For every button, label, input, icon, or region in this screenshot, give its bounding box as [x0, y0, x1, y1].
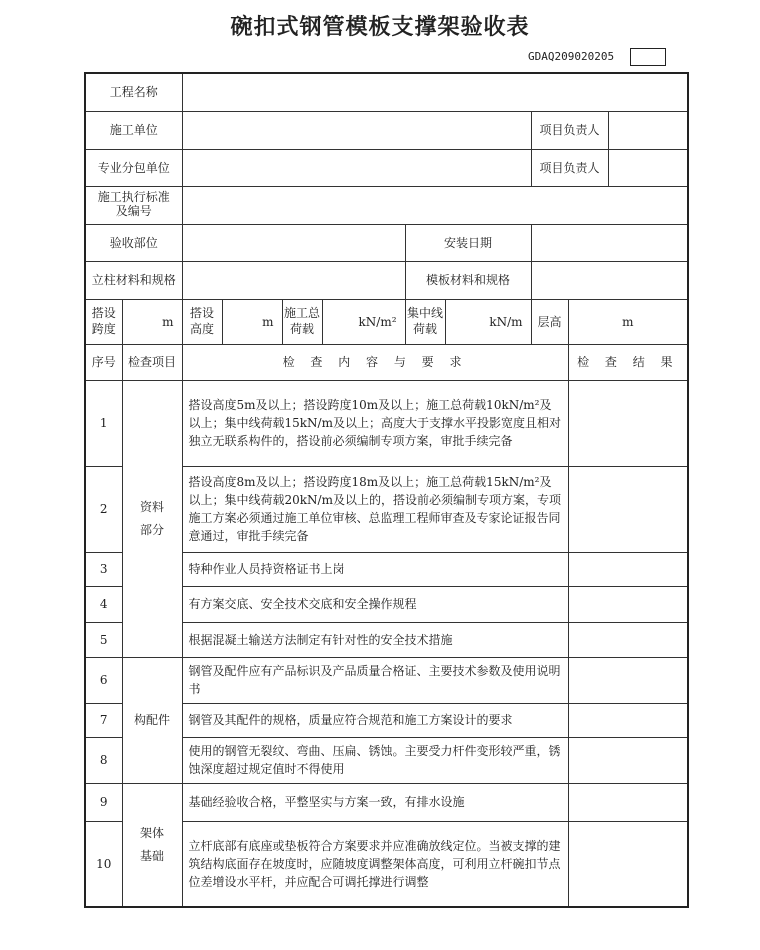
line-load-unit: kN/m	[489, 314, 523, 329]
row-requirement: 基础经验收合格，平整坚实与方案一致，有排水设施	[182, 783, 568, 821]
install-date-field[interactable]	[531, 224, 688, 261]
subcontractor-manager-field[interactable]	[608, 149, 688, 186]
header-row	[85, 344, 688, 380]
total-load-label-text: 施工总荷载	[284, 305, 321, 336]
line-load-label	[405, 299, 445, 344]
category-docs	[122, 380, 182, 657]
row-requirement: 根据混凝土输送方法制定有针对性的安全技术措施	[182, 622, 568, 657]
row-no: 1	[85, 380, 122, 466]
span-field[interactable]	[122, 299, 182, 344]
row-result-field[interactable]	[568, 703, 688, 737]
line-load-label-text: 集中线荷载	[407, 305, 444, 336]
span-unit: m	[162, 314, 174, 329]
row-requirement: 使用的钢管无裂纹、弯曲、压扁、锈蚀。主要受力杆件变形较严重，锈蚀深度超过规定值时不得使用	[182, 737, 568, 783]
page-title: 碗扣式钢管模板支撑架验收表	[230, 15, 530, 40]
check-row	[85, 380, 688, 466]
row-result-field[interactable]	[568, 783, 688, 821]
acceptance-part-row	[85, 224, 688, 261]
parameters-row	[85, 299, 688, 344]
check-row	[85, 657, 688, 703]
row-no: 4	[85, 586, 122, 622]
span-label	[85, 299, 122, 344]
row-result-field[interactable]	[568, 657, 688, 703]
height-label-text: 搭设高度	[190, 305, 215, 336]
height-field[interactable]	[222, 299, 282, 344]
standard-field[interactable]	[182, 186, 688, 224]
floor-height-field[interactable]	[568, 299, 688, 344]
standard-label-text: 施工执行标准及编号	[97, 190, 170, 218]
contractor-manager-field[interactable]	[608, 111, 688, 149]
row-result-field[interactable]	[568, 380, 688, 466]
contractor-label: 施工单位	[85, 111, 182, 149]
row-result-field[interactable]	[568, 552, 688, 586]
header-no: 序号	[85, 344, 122, 380]
row-no: 10	[85, 821, 122, 907]
material-row	[85, 261, 688, 299]
header-content: 检 查 内 容 与 要 求	[182, 344, 568, 380]
project-name-row	[85, 73, 688, 111]
height-unit: m	[262, 314, 274, 329]
row-no: 5	[85, 622, 122, 657]
row-no: 3	[85, 552, 122, 586]
row-result-field[interactable]	[568, 466, 688, 552]
header-item: 检查项目	[122, 344, 182, 380]
row-no: 8	[85, 737, 122, 783]
row-requirement: 钢管及配件应有产品标识及产品质量合格证、主要技术参数及使用说明书	[182, 657, 568, 703]
total-load-unit: kN/m²	[358, 314, 397, 329]
total-load-label	[282, 299, 322, 344]
row-result-field[interactable]	[568, 737, 688, 783]
pole-material-field[interactable]	[182, 261, 405, 299]
row-no: 9	[85, 783, 122, 821]
check-row	[85, 783, 688, 821]
acceptance-form-table	[84, 72, 689, 908]
row-requirement: 钢管及其配件的规格，质量应符合规范和施工方案设计的要求	[182, 703, 568, 737]
row-requirement: 立杆底部有底座或垫板符合方案要求并应准确放线定位。当被支撑的建筑结构底面存在坡度时，应随坡度调整架体高度，可利用立杆碗扣节点位差增设水平杆，并应配合可调托撑进行调整	[182, 821, 568, 907]
row-no: 6	[85, 657, 122, 703]
pole-material-label: 立柱材料和规格	[85, 261, 182, 299]
category-foundation	[122, 783, 182, 907]
row-requirement: 特种作业人员持资格证书上岗	[182, 552, 568, 586]
standard-label	[85, 186, 182, 224]
row-result-field[interactable]	[568, 586, 688, 622]
category-foundation-text: 架体基础	[139, 825, 164, 863]
subcontractor-label: 专业分包单位	[85, 149, 182, 186]
project-name-field[interactable]	[182, 73, 688, 111]
formwork-material-label: 模板材料和规格	[405, 261, 531, 299]
contractor-field[interactable]	[182, 111, 531, 149]
category-docs-text: 资料部分	[139, 499, 164, 537]
row-result-field[interactable]	[568, 821, 688, 907]
form-code-suffix-box[interactable]	[630, 48, 666, 66]
height-label	[182, 299, 222, 344]
line-load-field[interactable]	[445, 299, 531, 344]
project-name-label: 工程名称	[85, 73, 182, 111]
acceptance-part-label: 验收部位	[85, 224, 182, 261]
formwork-material-field[interactable]	[531, 261, 688, 299]
floor-height-label: 层高	[531, 299, 568, 344]
span-label-text: 搭设跨度	[91, 305, 116, 336]
floor-height-unit: m	[622, 314, 634, 329]
row-requirement: 搭设高度8m及以上；搭设跨度18m及以上；施工总荷载15kN/m²及以上；集中线荷载20kN/m及以上的，搭设前必须编制专项方案，专项施工方案必须通过施工单位审核、总监理工程师审查及专家论证报告同意通过，审批手续完备	[182, 466, 568, 552]
subcontractor-row	[85, 149, 688, 186]
subcontractor-field[interactable]	[182, 149, 531, 186]
contractor-row	[85, 111, 688, 149]
standard-row	[85, 186, 688, 224]
row-requirement: 有方案交底、安全技术交底和安全操作规程	[182, 586, 568, 622]
form-code: GDAQ209020205	[528, 50, 615, 63]
acceptance-part-field[interactable]	[182, 224, 405, 261]
install-date-label: 安装日期	[405, 224, 531, 261]
subcontractor-manager-label: 项目负责人	[531, 149, 608, 186]
row-result-field[interactable]	[568, 622, 688, 657]
header-result: 检 查 结 果	[568, 344, 688, 380]
row-no: 2	[85, 466, 122, 552]
contractor-manager-label: 项目负责人	[531, 111, 608, 149]
row-requirement: 搭设高度5m及以上；搭设跨度10m及以上；施工总荷载10kN/m²及以上；集中线荷载15kN/m及以上；高度大于支撑水平投影宽度且相对独立无联系构件的，搭设前必须编制专项方案，审批手续完备	[182, 380, 568, 466]
row-no: 7	[85, 703, 122, 737]
category-parts: 构配件	[122, 657, 182, 783]
total-load-field[interactable]	[322, 299, 405, 344]
